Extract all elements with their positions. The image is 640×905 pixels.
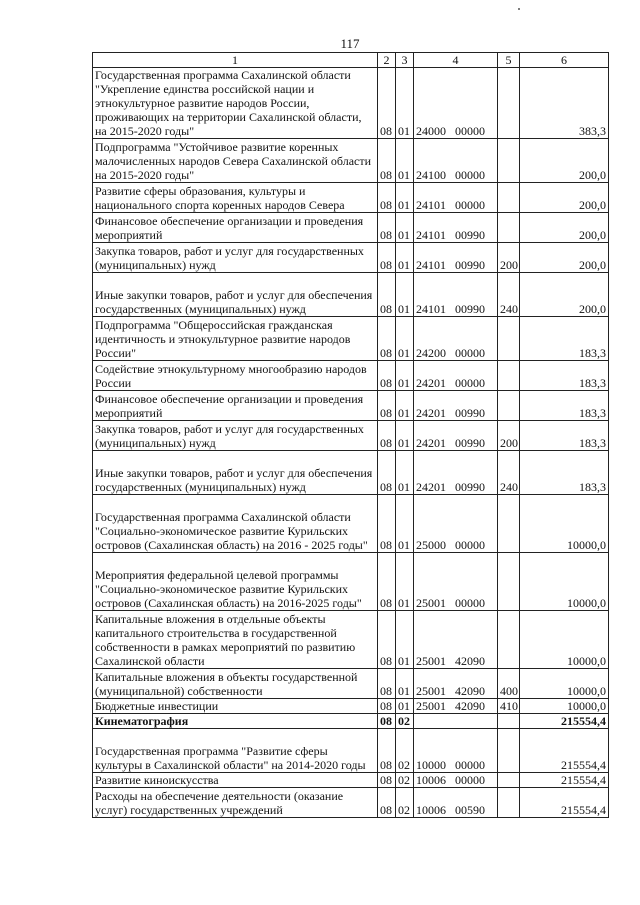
row-expense-type-cell bbox=[498, 611, 520, 669]
row-subsection-cell: 02 bbox=[396, 788, 414, 818]
table-row bbox=[93, 273, 609, 317]
row-subsection-cell: 01 bbox=[396, 391, 414, 421]
row-target-code-cell: 24201 00990 bbox=[414, 391, 498, 421]
row-subsection-cell: 01 bbox=[396, 183, 414, 213]
table-body bbox=[93, 68, 609, 818]
table-row bbox=[93, 68, 609, 139]
row-section-cell: 08 bbox=[378, 183, 396, 213]
table-header-row bbox=[93, 53, 609, 68]
row-amount-cell: 383,3 bbox=[520, 68, 609, 139]
row-expense-type-cell bbox=[498, 773, 520, 788]
table-row bbox=[93, 391, 609, 421]
row-name-cell: Капитальные вложения в отдельные объекты капитального строительства в государственной собственности в рамках мероприятий по развитию Сахалинской области bbox=[93, 611, 378, 669]
row-subsection-cell: 02 bbox=[396, 729, 414, 773]
row-expense-type-cell bbox=[498, 139, 520, 183]
row-expense-type-cell bbox=[498, 788, 520, 818]
row-subsection-cell: 01 bbox=[396, 361, 414, 391]
row-name-cell: Финансовое обеспечение организации и проведения мероприятий bbox=[93, 213, 378, 243]
row-name-cell: Подпрограмма "Устойчивое развитие коренных малочисленных народов Севера Сахалинской области на 2015-2020 годы" bbox=[93, 139, 378, 183]
row-subsection-cell: 01 bbox=[396, 421, 414, 451]
row-target-code-cell: 25001 42090 bbox=[414, 699, 498, 714]
row-expense-type-cell: 240 bbox=[498, 451, 520, 495]
row-subsection-cell: 01 bbox=[396, 317, 414, 361]
table-row bbox=[93, 213, 609, 243]
row-target-code-cell: 24101 00990 bbox=[414, 243, 498, 273]
row-name-cell: Мероприятия федеральной целевой программы "Социально-экономическое развитие Курильских островов (Сахалинская область) на 2016-2025 годы" bbox=[93, 553, 378, 611]
row-name-cell: Государственная программа Сахалинской области "Укрепление единства российской нации и этнокультурное развитие народов России, проживающих на территории Сахалинской области, на 2015-2020 годы" bbox=[93, 68, 378, 139]
row-amount-cell: 10000,0 bbox=[520, 669, 609, 699]
row-name-cell: Капитальные вложения в объекты государственной (муниципальной) собственности bbox=[93, 669, 378, 699]
row-target-code-cell: 24101 00990 bbox=[414, 273, 498, 317]
row-section-cell: 08 bbox=[378, 714, 396, 729]
row-subsection-cell: 01 bbox=[396, 553, 414, 611]
row-target-code-cell: 24101 00000 bbox=[414, 183, 498, 213]
row-name-cell: Расходы на обеспечение деятельности (оказание услуг) государственных учреждений bbox=[93, 788, 378, 818]
row-target-code-cell: 24100 00000 bbox=[414, 139, 498, 183]
row-section-cell: 08 bbox=[378, 611, 396, 669]
row-expense-type-cell bbox=[498, 317, 520, 361]
row-name-cell: Закупка товаров, работ и услуг для государственных (муниципальных) нужд bbox=[93, 243, 378, 273]
row-expense-type-cell bbox=[498, 183, 520, 213]
page-number: 117 bbox=[340, 36, 360, 51]
table-row bbox=[93, 317, 609, 361]
row-subsection-cell: 02 bbox=[396, 714, 414, 729]
row-amount-cell: 10000,0 bbox=[520, 699, 609, 714]
row-expense-type-cell: 200 bbox=[498, 421, 520, 451]
row-target-code-cell: 24201 00000 bbox=[414, 361, 498, 391]
row-subsection-cell: 01 bbox=[396, 213, 414, 243]
column-header-amount: 6 bbox=[520, 53, 609, 68]
row-amount-cell: 10000,0 bbox=[520, 495, 609, 553]
table-row bbox=[93, 495, 609, 553]
row-target-code-cell: 24200 00000 bbox=[414, 317, 498, 361]
column-header-section: 2 bbox=[378, 53, 396, 68]
table-row bbox=[93, 451, 609, 495]
table-row bbox=[93, 729, 609, 773]
row-section-cell: 08 bbox=[378, 729, 396, 773]
row-name-cell: Государственная программа "Развитие сферы культуры в Сахалинской области" на 2014-2020 годы bbox=[93, 729, 378, 773]
row-expense-type-cell bbox=[498, 68, 520, 139]
row-subsection-cell: 01 bbox=[396, 451, 414, 495]
row-subsection-cell: 01 bbox=[396, 243, 414, 273]
row-name-cell: Бюджетные инвестиции bbox=[93, 699, 378, 714]
row-section-cell: 08 bbox=[378, 451, 396, 495]
row-amount-cell: 200,0 bbox=[520, 243, 609, 273]
row-expense-type-cell: 400 bbox=[498, 669, 520, 699]
row-section-cell: 08 bbox=[378, 669, 396, 699]
row-amount-cell: 183,3 bbox=[520, 451, 609, 495]
row-expense-type-cell bbox=[498, 361, 520, 391]
row-target-code-cell bbox=[414, 714, 498, 729]
row-expense-type-cell bbox=[498, 553, 520, 611]
row-name-cell: Содействие этнокультурному многообразию народов России bbox=[93, 361, 378, 391]
table-row bbox=[93, 139, 609, 183]
row-expense-type-cell: 200 bbox=[498, 243, 520, 273]
row-amount-cell: 183,3 bbox=[520, 391, 609, 421]
row-amount-cell: 183,3 bbox=[520, 317, 609, 361]
row-target-code-cell: 25001 00000 bbox=[414, 553, 498, 611]
row-amount-cell: 215554,4 bbox=[520, 729, 609, 773]
row-amount-cell: 183,3 bbox=[520, 421, 609, 451]
row-name-cell: Развитие сферы образования, культуры и национального спорта коренных народов Севера bbox=[93, 183, 378, 213]
row-target-code-cell: 25001 42090 bbox=[414, 669, 498, 699]
row-amount-cell: 200,0 bbox=[520, 139, 609, 183]
table-row bbox=[93, 669, 609, 699]
row-subsection-cell: 02 bbox=[396, 773, 414, 788]
row-amount-cell: 10000,0 bbox=[520, 553, 609, 611]
row-expense-type-cell bbox=[498, 495, 520, 553]
row-amount-cell: 183,3 bbox=[520, 361, 609, 391]
row-expense-type-cell bbox=[498, 729, 520, 773]
row-name-cell: Подпрограмма "Общероссийская гражданская идентичность и этнокультурное развитие народов России" bbox=[93, 317, 378, 361]
row-subsection-cell: 01 bbox=[396, 699, 414, 714]
row-name-cell: Закупка товаров, работ и услуг для государственных (муниципальных) нужд bbox=[93, 421, 378, 451]
row-subsection-cell: 01 bbox=[396, 273, 414, 317]
row-subsection-cell: 01 bbox=[396, 68, 414, 139]
row-amount-cell: 200,0 bbox=[520, 183, 609, 213]
column-header-target-code: 4 bbox=[414, 53, 498, 68]
table-row bbox=[93, 243, 609, 273]
row-target-code-cell: 10006 00590 bbox=[414, 788, 498, 818]
row-target-code-cell: 24201 00990 bbox=[414, 421, 498, 451]
table-row bbox=[93, 361, 609, 391]
row-section-cell: 08 bbox=[378, 495, 396, 553]
table-row bbox=[93, 611, 609, 669]
row-expense-type-cell bbox=[498, 714, 520, 729]
row-amount-cell: 215554,4 bbox=[520, 788, 609, 818]
row-section-cell: 08 bbox=[378, 361, 396, 391]
column-header-name: 1 bbox=[93, 53, 378, 68]
table-row bbox=[93, 714, 609, 729]
row-amount-cell: 200,0 bbox=[520, 273, 609, 317]
row-name-cell: Развитие киноискусства bbox=[93, 773, 378, 788]
row-section-cell: 08 bbox=[378, 391, 396, 421]
table-row bbox=[93, 699, 609, 714]
row-amount-cell: 200,0 bbox=[520, 213, 609, 243]
table-row bbox=[93, 773, 609, 788]
row-expense-type-cell bbox=[498, 391, 520, 421]
row-expense-type-cell: 410 bbox=[498, 699, 520, 714]
row-target-code-cell: 25001 42090 bbox=[414, 611, 498, 669]
row-target-code-cell: 24201 00990 bbox=[414, 451, 498, 495]
row-target-code-cell: 10000 00000 bbox=[414, 729, 498, 773]
row-name-cell: Финансовое обеспечение организации и проведения мероприятий bbox=[93, 391, 378, 421]
table-row bbox=[93, 421, 609, 451]
table-row bbox=[93, 183, 609, 213]
row-section-cell: 08 bbox=[378, 273, 396, 317]
scan-speck bbox=[518, 8, 520, 10]
row-amount-cell: 215554,4 bbox=[520, 714, 609, 729]
row-subsection-cell: 01 bbox=[396, 611, 414, 669]
budget-table bbox=[92, 52, 609, 818]
row-name-cell: Государственная программа Сахалинской области "Социально-экономическое развитие Курильских островов (Сахалинская область) на 2016 - 2025 годы" bbox=[93, 495, 378, 553]
table-row bbox=[93, 788, 609, 818]
row-section-cell: 08 bbox=[378, 317, 396, 361]
row-section-cell: 08 bbox=[378, 773, 396, 788]
column-header-expense-type: 5 bbox=[498, 53, 520, 68]
row-target-code-cell: 10006 00000 bbox=[414, 773, 498, 788]
row-section-cell: 08 bbox=[378, 243, 396, 273]
row-section-cell: 08 bbox=[378, 139, 396, 183]
row-section-cell: 08 bbox=[378, 699, 396, 714]
row-amount-cell: 215554,4 bbox=[520, 773, 609, 788]
row-expense-type-cell: 240 bbox=[498, 273, 520, 317]
row-target-code-cell: 25000 00000 bbox=[414, 495, 498, 553]
row-subsection-cell: 01 bbox=[396, 495, 414, 553]
row-section-cell: 08 bbox=[378, 553, 396, 611]
row-subsection-cell: 01 bbox=[396, 139, 414, 183]
table-row bbox=[93, 553, 609, 611]
row-section-cell: 08 bbox=[378, 68, 396, 139]
row-amount-cell: 10000,0 bbox=[520, 611, 609, 669]
row-target-code-cell: 24101 00990 bbox=[414, 213, 498, 243]
row-section-cell: 08 bbox=[378, 421, 396, 451]
row-section-cell: 08 bbox=[378, 788, 396, 818]
row-expense-type-cell bbox=[498, 213, 520, 243]
row-subsection-cell: 01 bbox=[396, 669, 414, 699]
row-target-code-cell: 24000 00000 bbox=[414, 68, 498, 139]
row-section-cell: 08 bbox=[378, 213, 396, 243]
column-header-subsection: 3 bbox=[396, 53, 414, 68]
row-name-cell: Иные закупки товаров, работ и услуг для обеспечения государственных (муниципальных) нужд bbox=[93, 273, 378, 317]
row-name-cell: Иные закупки товаров, работ и услуг для обеспечения государственных (муниципальных) нужд bbox=[93, 451, 378, 495]
row-name-cell: Кинематография bbox=[93, 714, 378, 729]
